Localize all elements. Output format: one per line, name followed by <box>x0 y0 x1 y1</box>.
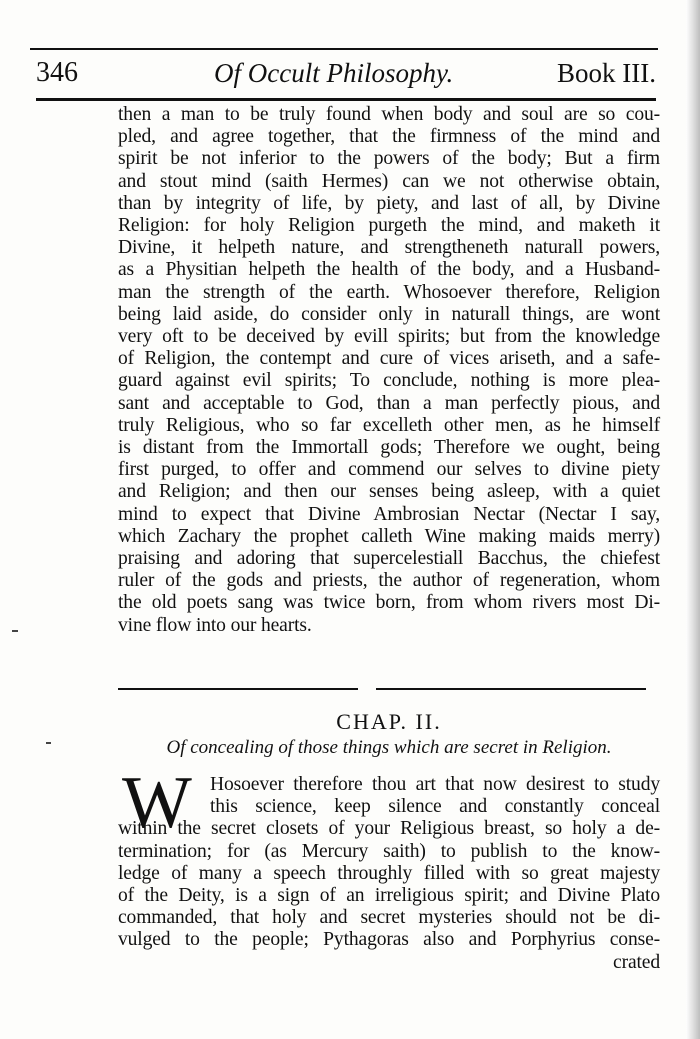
drop-cap: W <box>122 762 192 844</box>
text-line: praising and adoring that supercelestiall Bacchus, the chiefest <box>118 548 660 570</box>
margin-speck <box>46 742 51 744</box>
text-line: first purged, to offer and commend our selves to divine piety <box>118 459 660 481</box>
text-line: of the Deity, is a sign of an irreligious spirit; and Divine Plato <box>118 885 660 907</box>
text-line: the old poets sang was twice born, from whom rivers most Di- <box>118 592 660 614</box>
catchword: crated <box>613 951 660 973</box>
page-number: 346 <box>36 57 78 88</box>
main-paragraph <box>118 104 660 637</box>
text-line: Hosoever therefore thou art that now desirest to study <box>210 774 660 795</box>
chapter-divider-right <box>376 688 646 690</box>
top-rule <box>30 48 658 50</box>
text-line: mind to expect that Divine Ambrosian Nectar (Nectar I say, <box>118 503 660 525</box>
text-line: within the secret closets of your Religious breast, so holy a de- <box>118 818 660 840</box>
text-line: sant and acceptable to God, than a man perfectly pious, and <box>118 392 660 414</box>
text-line: ledge of many a speech throughly filled with so great majesty <box>118 862 660 884</box>
header-rule <box>36 98 656 101</box>
text-line: truly Religious, who so far excelleth other men, as he himself <box>118 414 660 436</box>
text-line: as a Physitian helpeth the health of the body, and a Husband- <box>118 259 660 281</box>
text-line: this science, keep silence and constantly conceal <box>210 796 660 818</box>
page-edge-shadow <box>686 0 700 1039</box>
text-line: then a man to be truly found when body and soul are so cou- <box>118 104 660 125</box>
text-line: man the strength of the earth. Whosoever therefore, Religion <box>118 281 660 303</box>
running-title: Of Occult Philosophy. <box>214 58 454 88</box>
chapter-paragraph <box>118 774 660 974</box>
text-line: being laid aside, do consider only in naturall things, are wont <box>118 303 660 325</box>
text-line: commanded, that holy and secret mysteries should not be di- <box>118 907 660 929</box>
text-line: and Religion; and then our senses being asleep, with a quiet <box>118 481 660 503</box>
margin-speck <box>12 630 18 632</box>
text-line: very oft to be deceived by evill spirits; but from the knowledge <box>118 326 660 348</box>
chapter-divider-left <box>118 688 358 690</box>
text-line: pled, and agree together, that the firmness of the mind and <box>118 126 660 148</box>
chapter-heading: CHAP. II. <box>336 709 442 734</box>
text-line: Religion: for holy Religion purgeth the mind, and maketh it <box>118 215 660 237</box>
text-line: guard against evil spirits; To conclude, nothing is more plea- <box>118 370 660 392</box>
text-line: vulged to the people; Pythagoras also and Porphyrius conse- <box>118 929 660 951</box>
text-line: spirit be not inferior to the powers of the body; But a firm <box>118 148 660 170</box>
text-line: Divine, it helpeth nature, and strengtheneth naturall powers, <box>118 237 660 259</box>
book-label: Book III. <box>557 58 656 88</box>
text-line: of Religion, the contempt and cure of vices ariseth, and a safe- <box>118 348 660 370</box>
text-line: is distant from the Immortall gods; Therefore we ought, being <box>118 437 660 459</box>
text-line: termination; for (as Mercury saith) to publish to the know- <box>118 840 660 862</box>
text-line: ruler of the gods and priests, the author of regeneration, whom <box>118 570 660 592</box>
running-header <box>36 52 656 94</box>
text-line: than by integrity of life, by piety, and last of all, by Divine <box>118 192 660 214</box>
chapter-subtitle: Of concealing of those things which are secret in Religion. <box>166 737 612 758</box>
text-line: which Zachary the prophet calleth Wine making maids merry) <box>118 525 660 547</box>
text-line: and stout mind (saith Hermes) can we not otherwise obtain, <box>118 170 660 192</box>
text-line: vine flow into our hearts. <box>118 614 312 636</box>
